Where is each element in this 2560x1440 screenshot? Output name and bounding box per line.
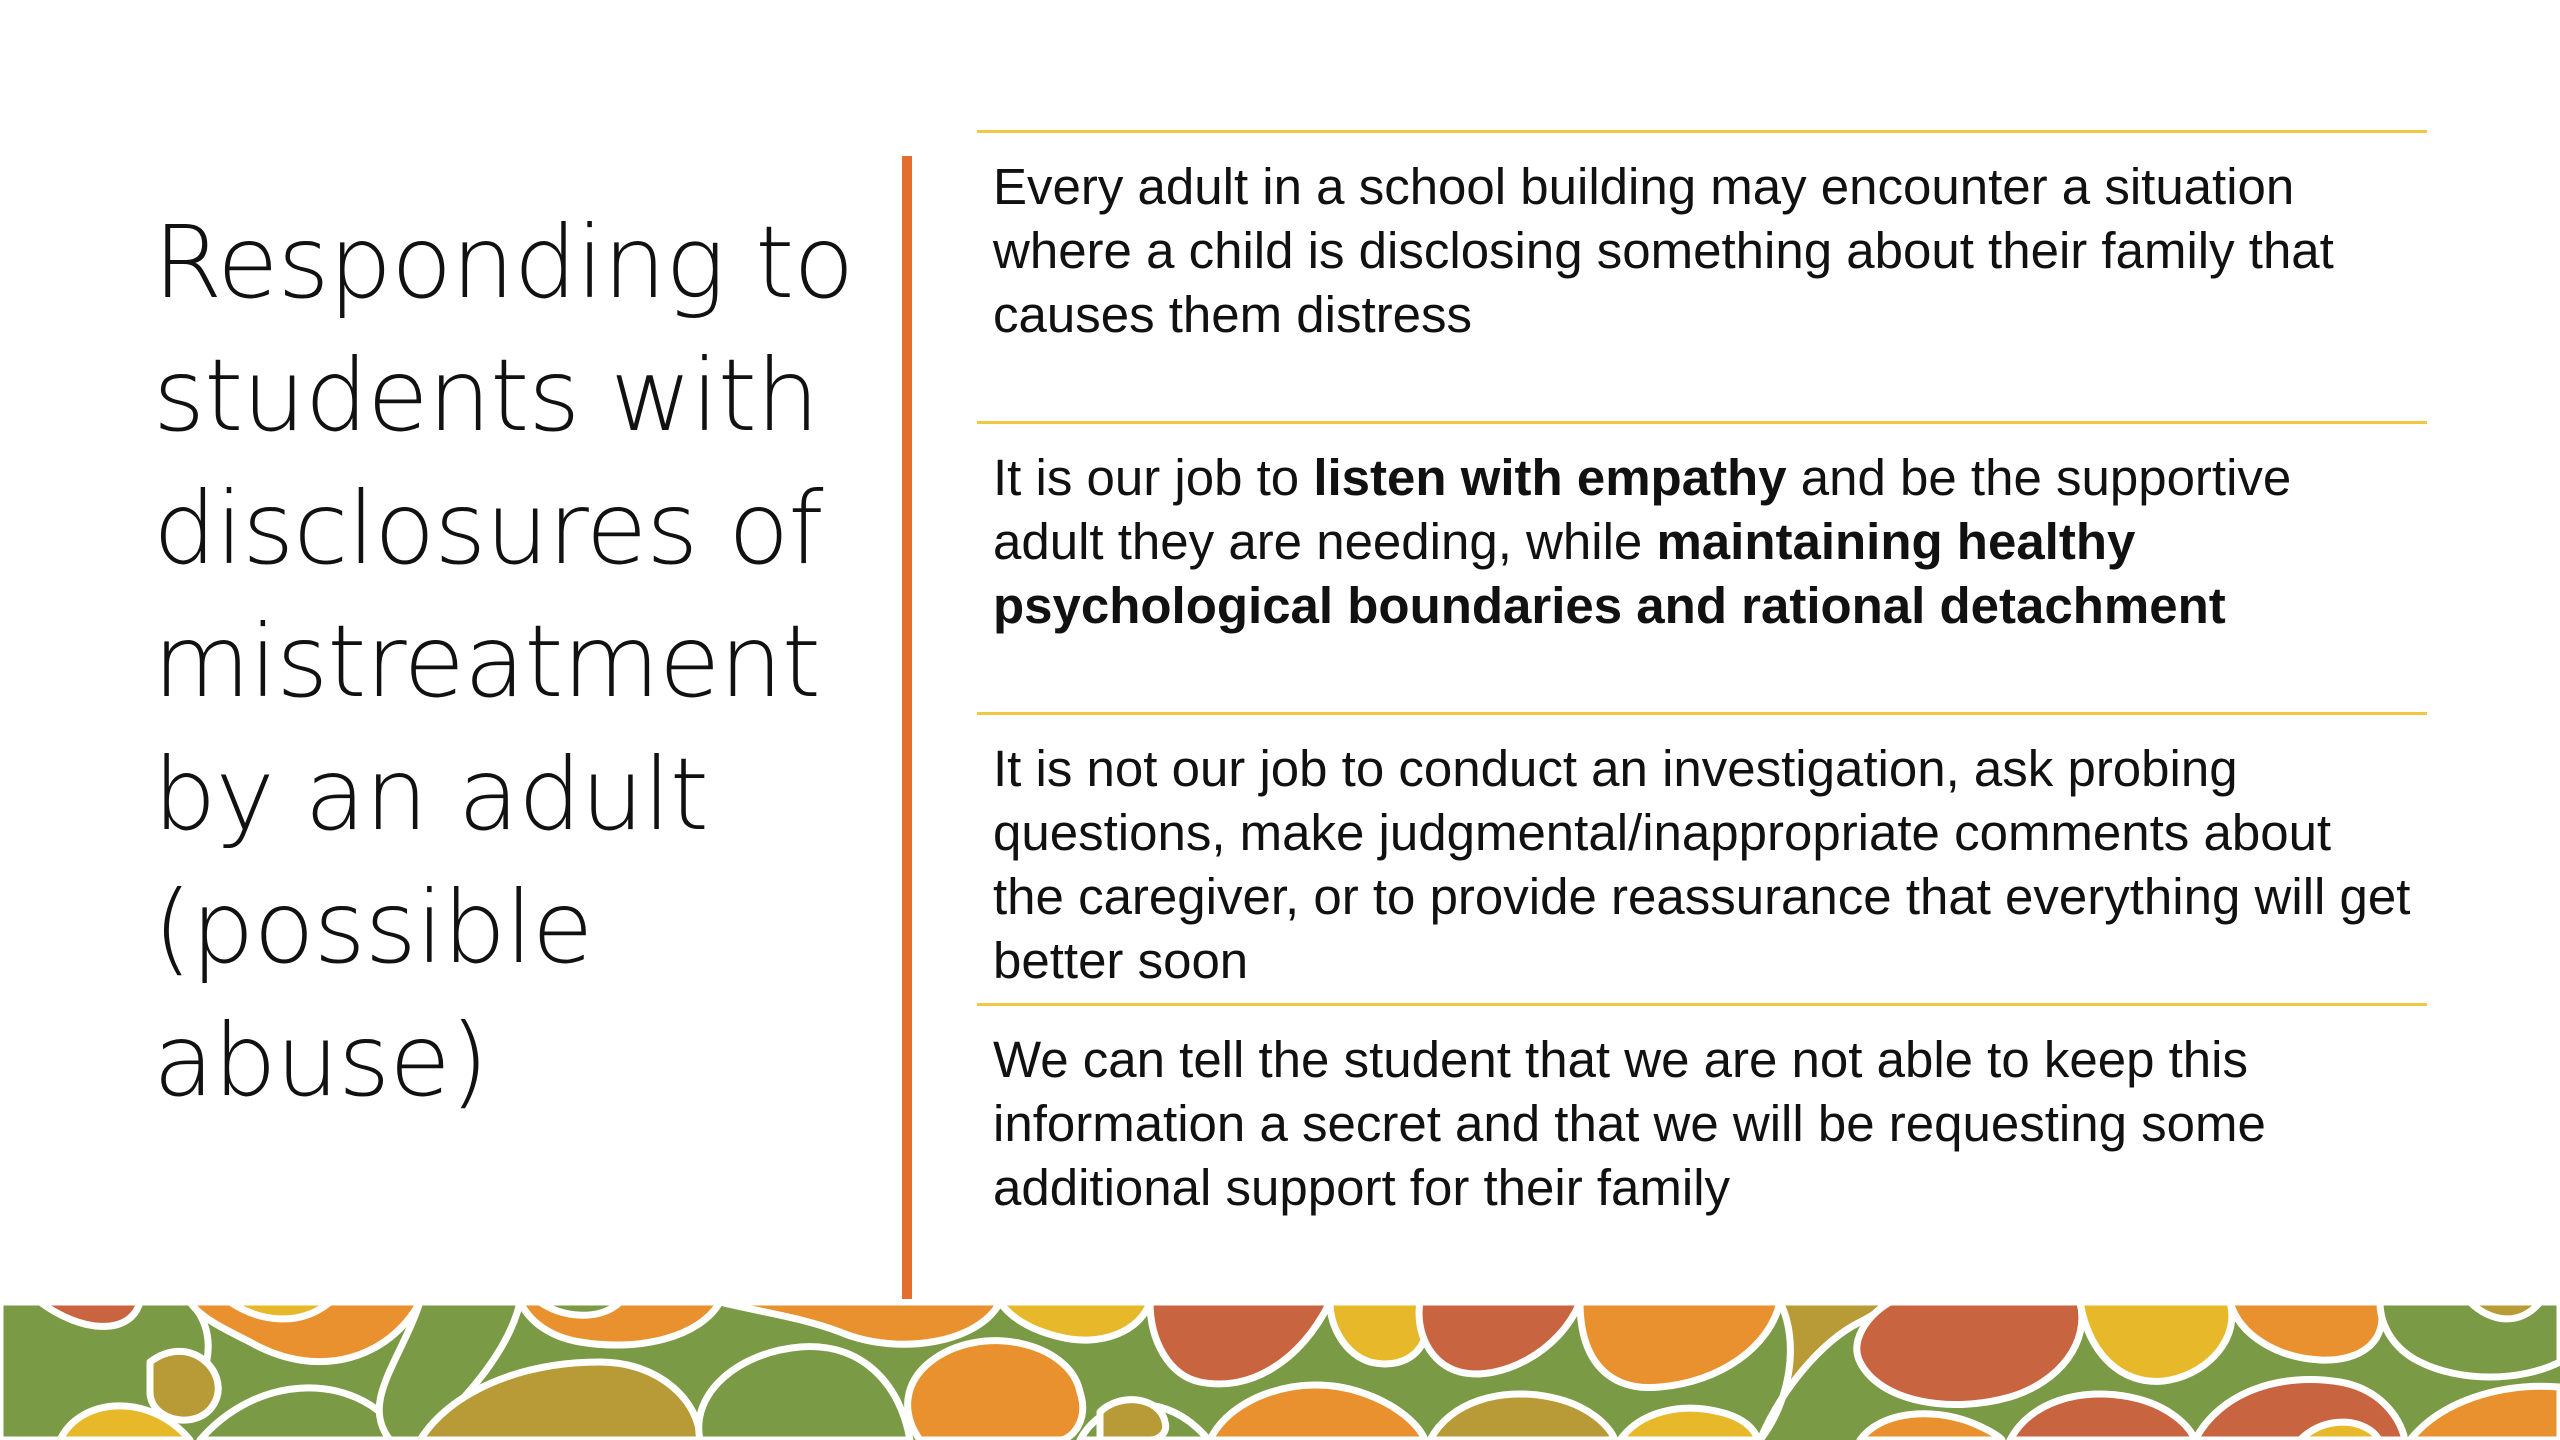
vertical-divider (902, 156, 912, 1299)
item-text-bold: listen with empathy (1313, 449, 1787, 506)
list-item (977, 1003, 2427, 1263)
item-text-segment: It is our job to (993, 449, 1314, 506)
item-text: It is not our job to conduct an investigation, ask probing questions, make judgmental/inappropriate comments about the caregiver, or to provide reassurance that everything will get better soon (993, 740, 2411, 989)
item-text (993, 446, 2413, 638)
list-item (977, 421, 2427, 712)
slide-title: Responding to students with disclosures of mistreatment by an adult (possible abuse) (153, 204, 854, 1119)
list-item (977, 130, 2427, 421)
item-text: Every adult in a school building may encounter a situation where a child is disclosing something about their family that causes them distress (993, 158, 2334, 343)
decorative-pattern-band (0, 1302, 2560, 1440)
item-text: We can tell the student that we are not able to keep this information a secret and that we will be requesting some additional support for their family (993, 1031, 2266, 1216)
item-text-bold: maintaining healthy psychological boundaries and rational detachment (993, 513, 2226, 634)
bullet-list (977, 130, 2427, 1263)
decorative-pattern (0, 1302, 2560, 1440)
item-text-segment: and be the supportive adult they are needing, while (993, 449, 2292, 570)
list-item (977, 712, 2427, 1003)
